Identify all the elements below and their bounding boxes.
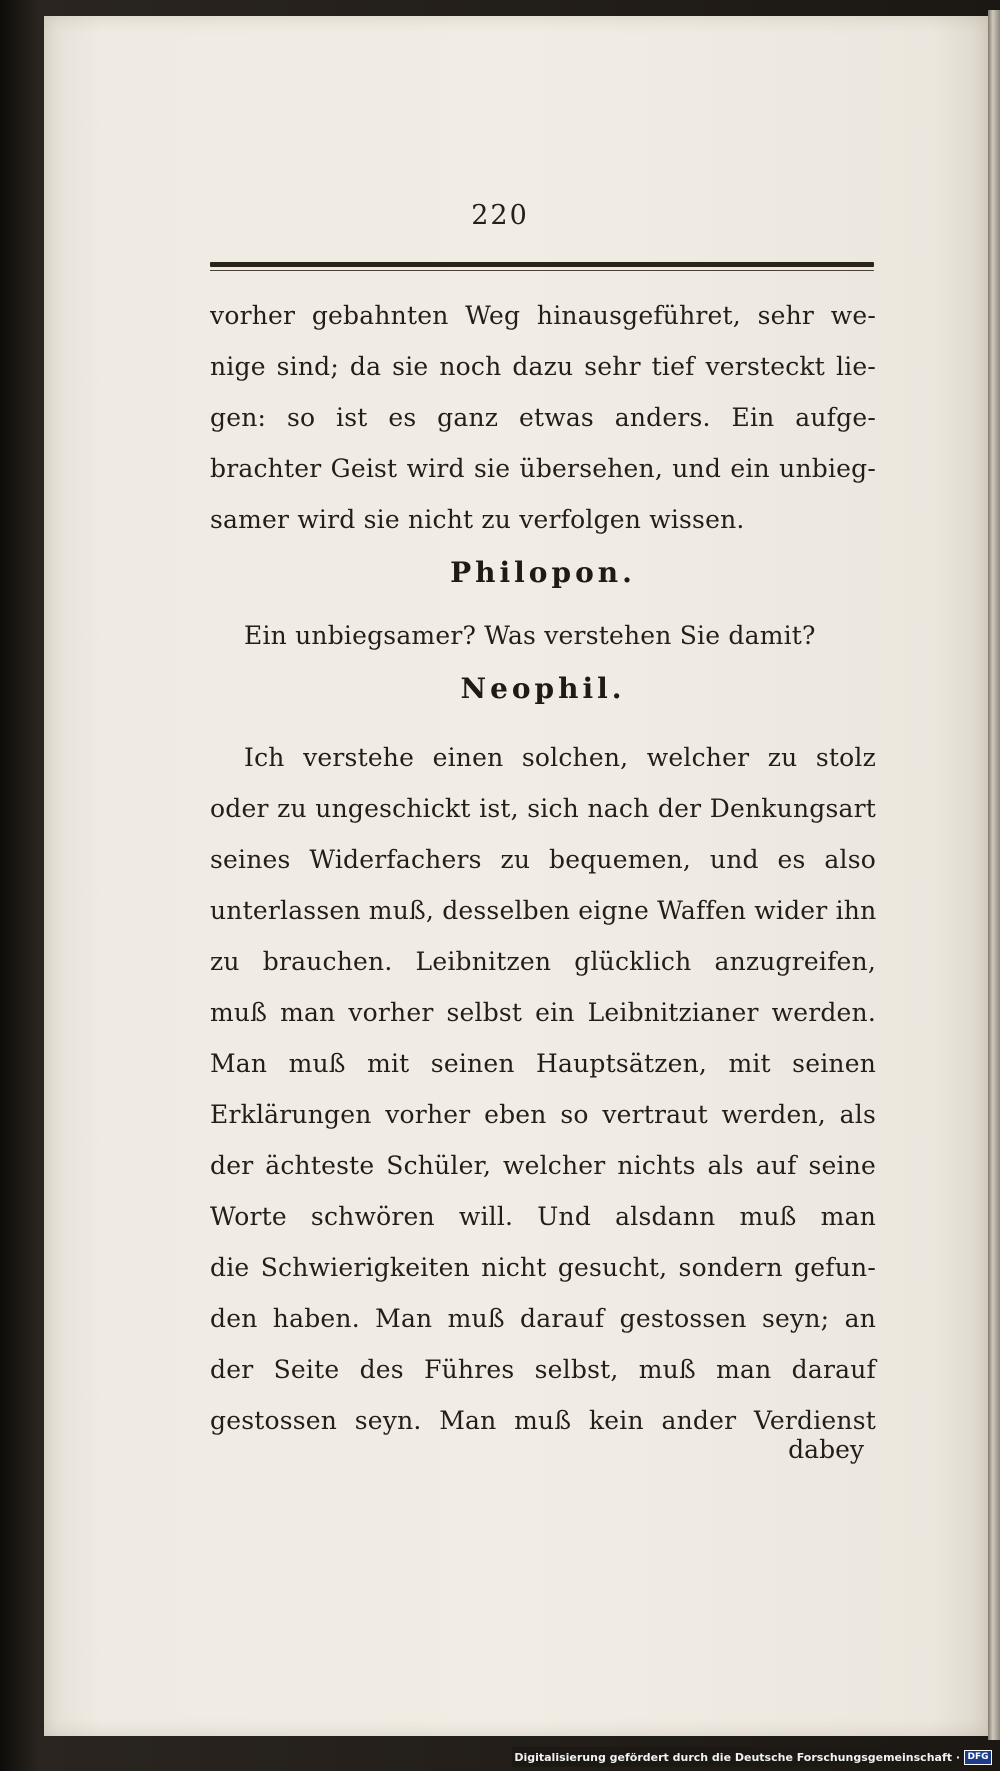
dfg-logo-icon: DFG xyxy=(964,1750,992,1765)
text-line: seines Widerfachers zu bequemen, und es also xyxy=(210,845,876,874)
text-line: brachter Geist wird sie übersehen, und ein unbieg- xyxy=(210,454,876,483)
header-rule-thin xyxy=(210,270,874,271)
speaker-heading-philopon: Philopon. xyxy=(450,556,636,589)
text-line: Worte schwören will. Und alsdann muß man xyxy=(210,1202,876,1231)
text-line: die Schwierigkeiten nicht gesucht, sondern gefun- xyxy=(210,1253,876,1282)
text-line: gestossen seyn. Man muß kein ander Verdienst xyxy=(210,1406,876,1435)
header-rule xyxy=(210,262,874,267)
digitization-credit xyxy=(512,1747,994,1767)
credit-text: Digitalisierung gefördert durch die Deutsche Forschungsgemeinschaft · xyxy=(514,1750,960,1764)
text-line: oder zu ungeschickt ist, sich nach der Denkungsart xyxy=(210,794,876,823)
text-line: zu brauchen. Leibnitzen glücklich anzugreifen, xyxy=(210,947,876,976)
text-line: unterlassen muß, desselben eigne Waffen wider ihn xyxy=(210,896,877,925)
page-number: 220 xyxy=(471,200,529,231)
speaker-heading-neophil: Neophil. xyxy=(460,672,626,705)
page-edge xyxy=(988,10,1000,1740)
text-line: vorher gebahnten Weg hinausgeführet, sehr we- xyxy=(210,301,876,330)
catchword: dabey xyxy=(788,1435,864,1464)
text-line: Ein unbiegsamer? Was verstehen Sie damit? xyxy=(244,621,816,650)
paragraph-neophil xyxy=(210,732,876,1446)
text-line: der ächteste Schüler, welcher nichts als auf seine xyxy=(210,1151,876,1180)
text-line: Ich verstehe einen solchen, welcher zu stolz xyxy=(244,743,876,772)
text-line: der Seite des Führes selbst, muß man darauf xyxy=(210,1355,876,1384)
text-line: nige sind; da sie noch dazu sehr tief versteckt lie- xyxy=(210,352,876,381)
text-line: Man muß mit seinen Hauptsätzen, mit seinen xyxy=(210,1049,876,1078)
paragraph-philopon xyxy=(210,610,876,661)
text-line: den haben. Man muß darauf gestossen seyn; an xyxy=(210,1304,876,1333)
text-line: muß man vorher selbst ein Leibnitzianer werden. xyxy=(210,998,876,1027)
text-line: Erklärungen vorher eben so vertraut werden, als xyxy=(210,1100,876,1129)
text-line: samer wird sie nicht zu verfolgen wissen. xyxy=(210,505,745,534)
text-line: gen: so ist es ganz etwas anders. Ein aufge- xyxy=(210,403,876,432)
paragraph-continuation xyxy=(210,290,876,545)
